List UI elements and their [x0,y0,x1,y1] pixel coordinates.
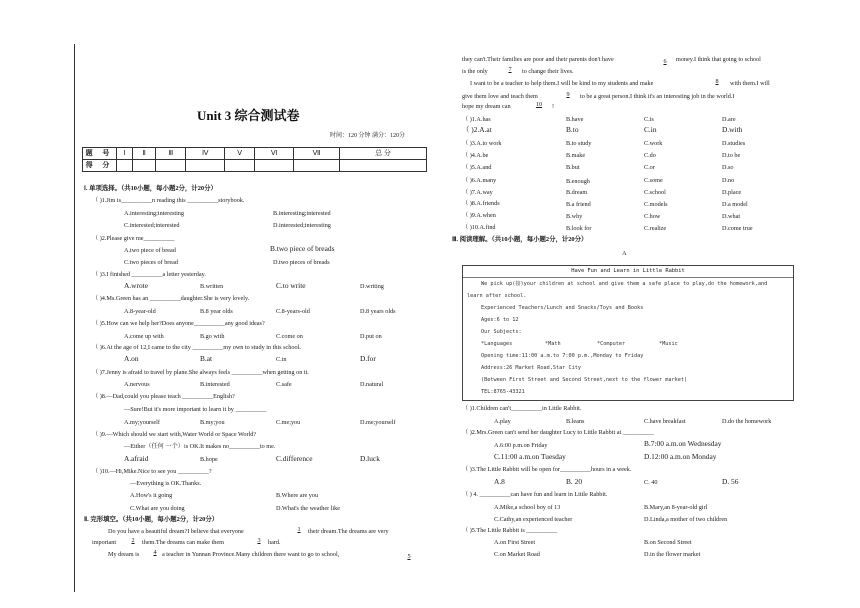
option[interactable]: C.come on [276,333,303,340]
option[interactable]: D. 56 [722,477,739,486]
option[interactable]: C. 40 [644,479,658,486]
option[interactable]: B.to [566,125,579,134]
score-table [82,147,427,172]
option[interactable]: D.two pieces of breads [273,259,330,266]
question-stem-continued: —Either（任何 一个）is OK.It makes no__________to me. [124,443,276,450]
score-row-label: 题 号 [83,148,117,160]
option[interactable]: A.afraid [124,454,149,463]
question-stem: （ )3.The Little Rabbit will be open for__________hours in a week. [462,466,632,473]
option[interactable]: （ )6.A.many [462,177,497,184]
option[interactable]: （ )1.A.has [462,116,491,123]
score-col: Ⅳ [186,148,225,160]
passage-text: hard. [268,539,281,546]
option[interactable]: A.8 [494,477,505,486]
option[interactable]: D.are [722,116,736,123]
question-stem: （ )2.Please give me__________ [92,235,175,242]
option[interactable]: C.some [644,177,663,184]
ad-line: Opening time:11:00 a.m.to 7:00 p.m.,Monday to Friday [481,353,644,359]
option[interactable]: B.go with [200,333,225,340]
question-stem: （ )4.Ms.Green has an __________daughter.She is very lovely. [92,295,250,302]
passage-text: give them love and teach them [462,93,538,100]
passage-text: My dream is [108,551,140,558]
option[interactable]: D.writing [360,283,384,290]
passage-text: ! [552,103,555,110]
passage-text: to change their lives. [522,68,574,75]
passage-text: their dream.The dreams are very [308,528,389,535]
passage-text: Do you have a beautiful dream?I believe that everyone [108,528,244,535]
passage-text: with them.I will [730,80,770,87]
option[interactable]: C.interested;interested [124,222,180,229]
option[interactable]: C.in [644,125,657,134]
passage-text: money.I think that going to school [676,56,761,63]
option[interactable]: D.studies [722,140,746,147]
option[interactable]: C.in [276,356,287,363]
option[interactable]: C.work [644,140,663,147]
option[interactable]: A.interesting;interesting [124,210,184,217]
score-col: Ⅰ [117,148,133,160]
ad-line: We pick up(接)your children at school and give them a safe place to play,do the homework,and [481,281,768,287]
option[interactable]: D.8 years olds [360,308,396,315]
option[interactable]: A.play [494,418,511,425]
option[interactable]: B.make [566,152,586,159]
score-cell[interactable] [132,160,155,172]
option[interactable]: D.for [360,354,376,363]
option[interactable]: （ )4.A.be [462,152,489,159]
page-title: Unit 3 综合测试卷 [197,108,300,123]
option[interactable]: B.have [566,116,584,123]
option[interactable]: B.8 year olds [200,308,233,315]
score-row-label: 得 分 [83,160,117,172]
option[interactable]: D.Linda,a mother of two children [644,516,728,523]
option[interactable]: （ )10.A.find [462,224,496,231]
option[interactable]: D.so [722,164,734,171]
option[interactable]: B.on Second Street [644,539,692,546]
score-cell[interactable] [186,160,225,172]
option[interactable]: D.a model [722,201,748,208]
score-col: Ⅵ [255,148,294,160]
option[interactable]: C.Cathy,an experienced teacher [494,516,573,523]
score-col: 总 分 [339,148,426,160]
option[interactable]: C.What are you doing [130,505,185,512]
question-stem: （ )9.—Which should we start with,Water World or Space World? [92,431,257,438]
passage-text: is the only [462,68,488,75]
option[interactable]: B.but [566,164,580,171]
option[interactable]: B.enough [566,178,590,185]
option[interactable]: B.to study [566,140,592,147]
ad-line: Our Subjects: [481,329,522,335]
option[interactable]: B.my;you [200,419,225,426]
question-stem: （ ) 4. __________can have fun and learn in Little Rabbit. [462,491,608,498]
question-stem: （ )6.At the age of 12,I came to the city __________my own to study in this school. [92,344,301,351]
option[interactable]: D.no [722,177,735,184]
option[interactable]: A.wrote [124,281,149,290]
option[interactable]: B. 20 [566,477,583,486]
section-3-heading: Ⅲ. 阅读理解。（共10小题，每小题2分，计20分） [452,236,588,243]
option[interactable]: D.do the homework [722,418,772,425]
passage-text: a teacher in Yunnan Province.Many children there want to go to school, [162,551,340,558]
ad-subject: *Math [545,341,561,347]
passage-text: to be a great person.I think it's an interesting job in the world.I [580,93,735,100]
cloze-blank[interactable]: 1 [297,526,301,533]
option[interactable]: D.put on [360,333,382,340]
option[interactable]: C.safe [276,381,292,388]
option[interactable]: C.models [644,201,668,208]
cloze-blank[interactable]: 6 [663,58,667,65]
option[interactable]: B.interested [200,381,230,388]
option[interactable]: C.on Market Road [494,551,540,558]
exam-meta: 时间：120 分钟 满分：120分 [330,133,406,139]
ad-line: Experienced Teachers/Lunch and Snacks/Toys and Books [481,305,644,311]
option[interactable]: （ )3.A.to work [462,140,502,147]
score-cell[interactable] [255,160,294,172]
option[interactable]: D.place [722,189,742,196]
score-table-score-row [83,160,427,172]
ad-subject: *Languages [481,341,513,347]
option[interactable]: D.come true [722,225,753,232]
question-stem: （ )5.The Little Rabbit is __________ [462,527,558,534]
option[interactable]: A.on First Street [494,539,536,546]
option[interactable]: B.Where are you [276,492,319,499]
question-stem: （ )1.Jim is__________n reading this __________storybook. [92,197,245,204]
option[interactable]: （ )8.A.friends [462,200,500,207]
option[interactable]: A.How's it going [130,492,173,499]
option[interactable]: （ )5.A.and [462,164,492,171]
ad-subject: *Music [659,341,678,347]
score-cell[interactable] [117,160,133,172]
binding-line [74,44,75,592]
ad-line: TEL:8765-43321 [481,389,525,395]
option[interactable]: A.come up with [124,333,164,340]
option[interactable]: C.realize [644,225,667,232]
ad-line: Address:26 Market Road,Star City [481,365,581,371]
cloze-blank[interactable]: 8 [715,78,719,85]
section-2-heading: Ⅱ. 完形填空。（共10小题，每小题2分，计20分） [84,516,219,523]
option[interactable]: B.two piece of breads [270,244,335,253]
passage-text: they can't.Their families are poor and their parents don't have [462,56,614,63]
option[interactable]: A.my;yourself [124,419,160,426]
cloze-blank[interactable]: 3 [257,537,261,544]
option[interactable]: C.do [644,152,656,159]
option[interactable]: C.is [644,116,654,123]
passage-letter: A [622,250,627,257]
ad-divider [463,277,793,278]
ad-box [462,265,794,401]
passage-text: I want to be a teacher to help them.I will be kind to my students and make [470,80,654,87]
question-stem: （ )1.Children can't__________in Little Rabbit. [462,405,582,412]
score-cell[interactable] [156,160,186,172]
passage-text: hope my dream can [462,103,511,110]
score-cell[interactable] [339,160,426,172]
option[interactable]: B.look for [566,225,592,232]
cloze-blank[interactable]: 10 [535,101,543,108]
cloze-blank[interactable]: 5 [407,553,411,560]
option[interactable]: D.natural [360,381,384,388]
option[interactable]: （ )2.A.at [462,125,492,134]
option[interactable]: D.What's the weather like [276,505,340,512]
cloze-blank[interactable]: 9 [566,91,570,98]
option[interactable]: B.7:00 a.m.on Wednesday [644,439,722,448]
ad-line: learn after school. [467,293,527,299]
option[interactable]: B.why [566,213,583,220]
section-1-heading: Ⅰ. 单项选择。（共10小题，每小题2分，计20分） [84,185,217,192]
option[interactable]: B.a friend [566,201,591,208]
option[interactable]: B.hope [200,456,218,463]
cloze-blank[interactable]: 4 [153,549,157,556]
option[interactable]: D.what [722,213,741,220]
option[interactable]: C.8-years-old [276,308,310,315]
option[interactable]: C.how [644,213,661,220]
option[interactable]: B.Mary,an 8-year-old girl [644,504,708,511]
question-stem: （ )2.Mrs.Green can't send her daughter Lucy to Little Rabbit at __________ [462,429,654,436]
cloze-blank[interactable]: 2 [131,537,135,544]
ad-subject: *Computer [597,341,626,347]
cloze-blank[interactable]: 7 [508,66,512,73]
passage-text: them.The dreams can make them [142,539,224,546]
option[interactable]: C.11:00 a.m.on Tuesday [494,452,566,461]
option[interactable]: C.or [644,164,655,171]
option[interactable]: A.Mike,a school boy of 13 [494,504,561,511]
score-cell[interactable] [294,160,340,172]
option[interactable]: B.interesting;interested [273,210,331,217]
option[interactable]: （ )7.A.way [462,189,493,196]
score-col: Ⅲ [156,148,186,160]
ad-line: (Between First Street and Second Street,next to the flower market) [481,377,688,383]
passage-text: important [92,539,117,546]
option[interactable]: D.with [722,125,743,134]
score-col: Ⅶ [294,148,340,160]
question-stem: （ )8.—Dad,could you please teach __________English? [92,393,235,400]
question-stem-continued: —Everything is OK.Thanks. [130,480,202,487]
option[interactable]: D.me;yourself [360,419,396,426]
ad-line: Ages:6 to 12 [481,317,519,323]
question-stem: （ )5.How can we help her?Does anyone__________any good ideas? [92,320,265,327]
option[interactable]: D.12:00 a.m.on Monday [644,452,717,461]
option[interactable]: A.two piece of bread [124,247,176,254]
option[interactable]: A.8-year-old [124,308,156,315]
option[interactable]: D.luck [360,454,380,463]
option[interactable]: D.in the flower market [644,551,701,558]
question-stem: （ )7.Jenny is afraid to travel by plane.She always feels __________when getting on it. [92,369,309,376]
option[interactable]: C.difference [276,454,313,463]
option[interactable]: C.to write [276,281,306,290]
question-stem: （ )3.I finished __________a letter yesterday. [92,271,206,278]
score-col: Ⅱ [132,148,155,160]
question-stem: （ )10.—Hi,Mike.Nice to see you __________? [92,468,212,475]
option[interactable]: B.at [200,354,213,363]
option[interactable]: B.written [200,283,224,290]
score-cell[interactable] [225,160,255,172]
option[interactable]: D.interested;interesting [273,222,331,229]
ad-title: Have Fun and Learn in Little Rabbit [571,268,685,274]
option[interactable]: D.to be [722,152,741,159]
option[interactable]: C.two pieces of bread [124,259,178,266]
option[interactable]: B.dream [566,189,588,196]
option[interactable]: C.have breakfast [644,418,686,425]
option[interactable]: C.school [644,189,666,196]
score-table-header-row [83,148,427,160]
option[interactable]: A.on [124,354,139,363]
question-stem-continued: —Sure!But it's more important to learn it by __________ [124,406,267,413]
option[interactable]: C.me;you [276,419,301,426]
option[interactable]: （ )9.A.when [462,212,496,219]
option[interactable]: B.leans [566,418,585,425]
option[interactable]: A.nervous [124,381,150,388]
option[interactable]: A.6:00 p.m.on Friday [494,442,548,449]
score-col: Ⅴ [225,148,255,160]
